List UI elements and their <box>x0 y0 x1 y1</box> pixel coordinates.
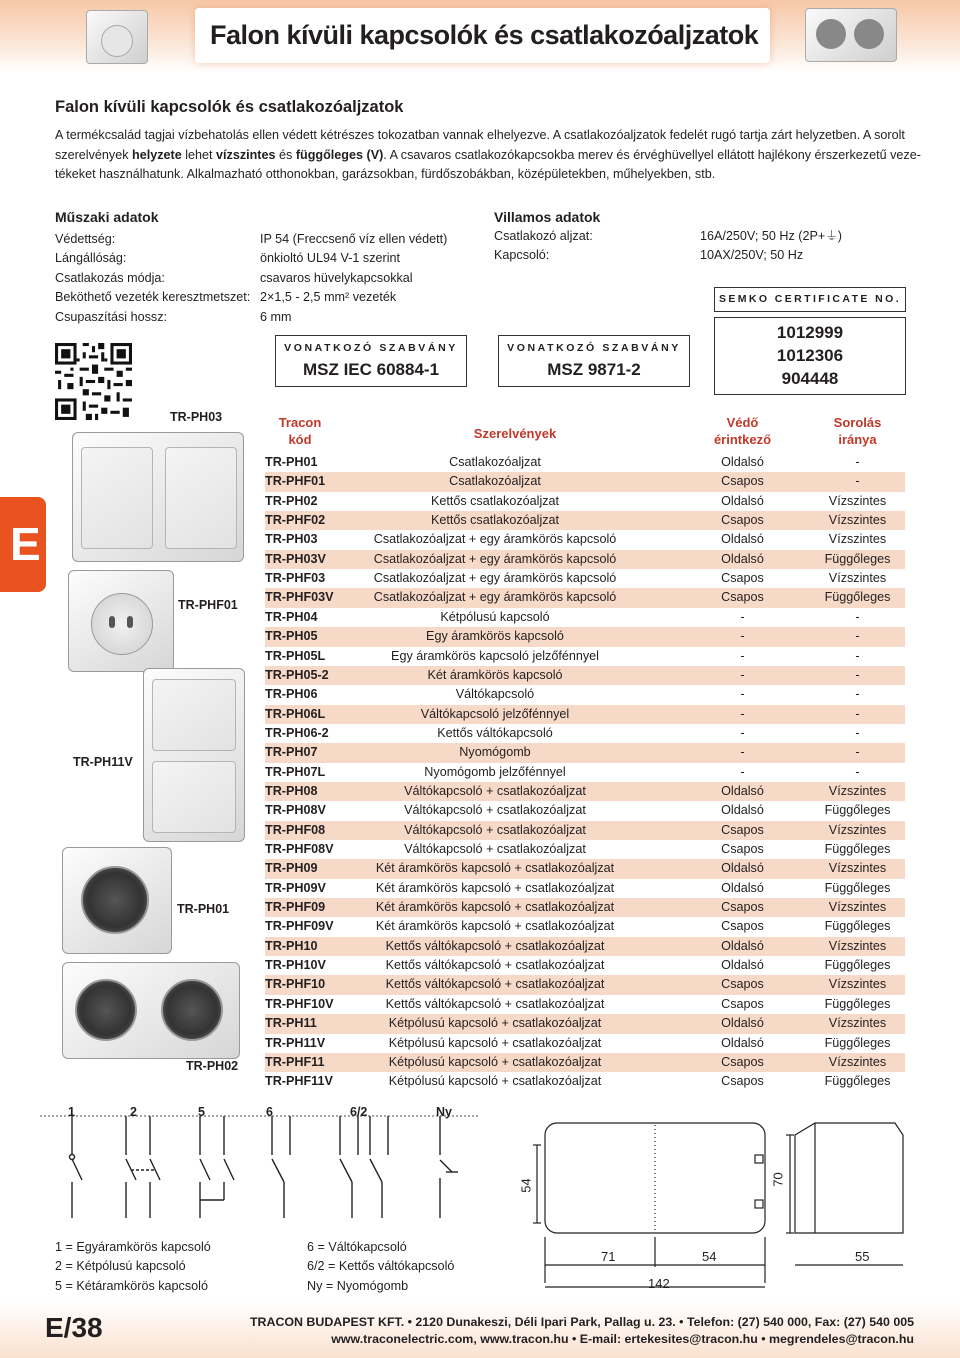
table-row <box>265 801 905 820</box>
cell-description: Váltókapcsoló + csatlakozóaljzat <box>404 783 586 798</box>
table-row <box>265 569 905 588</box>
dim-label: 71 <box>601 1249 616 1264</box>
standard-box-1 <box>275 335 467 387</box>
intro-bold-fuggoleges: függőleges (V) <box>295 147 384 162</box>
dim-label: 55 <box>855 1249 870 1264</box>
footer-company: TRACON BUDAPEST KFT. • 2120 Dunakeszi, Déli Ipari Park, Pallag u. 23. • Telefon: (27) 540 000, Fax: (27) 540 005 <box>249 1315 914 1329</box>
table-row <box>265 530 905 549</box>
tech-label: Beköthető vezeték keresztmetszet: <box>55 290 251 305</box>
table-row <box>265 627 905 646</box>
cell-description: Kettős váltókapcsoló + csatlakozóaljzat <box>385 958 605 973</box>
cell-description: Kettős csatlakozóaljzat <box>430 513 560 528</box>
cell-description: Nyomógomb <box>459 745 531 760</box>
cell-direction: Függőleges <box>824 958 891 973</box>
cell-direction: Függőleges <box>824 919 891 934</box>
footer-band <box>0 1302 960 1358</box>
table-row <box>265 821 905 840</box>
cell-contact: - <box>740 725 745 740</box>
cell-code: TR-PH06 <box>265 687 318 702</box>
schematic-label: 6 <box>266 1105 273 1119</box>
product-image-tr-ph02 <box>62 962 240 1059</box>
tech-label: Lángállóság: <box>55 251 127 266</box>
cell-contact: Oldalsó <box>721 551 764 566</box>
table-row <box>265 1072 905 1091</box>
cell-code: TR-PH03V <box>265 551 326 566</box>
table-row <box>265 917 905 936</box>
cell-contact: Oldalsó <box>721 1016 764 1031</box>
cell-code: TR-PHF09 <box>265 900 326 915</box>
intro-line-2c: és <box>279 147 293 162</box>
cell-code: TR-PHF01 <box>265 474 326 489</box>
table-row <box>265 782 905 801</box>
certificate-numbers-box <box>714 317 906 395</box>
schematic-label: 6/2 <box>350 1105 368 1119</box>
cell-code: TR-PHF09V <box>265 919 334 934</box>
cell-description: Kétpólusú kapcsoló + csatlakozóaljzat <box>388 1054 602 1069</box>
cell-direction: Függőleges <box>824 551 891 566</box>
header-vedo-erintkezo: Védő érintkező <box>713 415 772 447</box>
cell-code: TR-PH07 <box>265 745 318 760</box>
legend-right <box>307 1238 454 1296</box>
cell-contact: - <box>740 648 745 663</box>
product-image-tr-ph11v <box>143 668 245 842</box>
tech-labels <box>55 230 250 327</box>
table-row <box>265 975 905 994</box>
schematic-label: 1 <box>68 1105 75 1119</box>
cell-contact: - <box>740 609 745 624</box>
product-label: TR-PH11V <box>73 755 133 769</box>
cell-description: Váltókapcsoló + csatlakozóaljzat <box>404 842 586 856</box>
cell-direction: Függőleges <box>824 1074 891 1089</box>
cell-direction: Vízszintes <box>828 822 887 837</box>
cell-code: TR-PH11V <box>265 1035 326 1050</box>
cell-direction: - <box>855 725 860 740</box>
intro-line-3: tékeket használhatunk. Alkalmazható otthonokban, garázsokban, fürdőszobákban, középületekben, műhelyekben, stb. <box>55 167 716 181</box>
cell-code: TR-PHF03V <box>265 590 334 605</box>
cell-contact: Oldalsó <box>721 880 764 895</box>
cell-description: Egy áramkörös kapcsoló jelzőfénnyel <box>391 648 599 663</box>
cell-description: Egy áramkörös kapcsoló <box>426 629 564 644</box>
legend-left <box>55 1238 211 1296</box>
cell-direction: - <box>855 609 860 624</box>
legend-item: Ny = Nyomógomb <box>307 1278 409 1293</box>
cell-direction: Függőleges <box>824 590 891 605</box>
standard-title: VONATKOZÓ SZABVÁNY <box>284 342 458 354</box>
header-szerelvenyek: Szerelvények <box>473 426 557 441</box>
cell-contact: Csapos <box>721 919 764 934</box>
cell-description: Váltókapcsoló + csatlakozóaljzat <box>404 822 586 837</box>
schematic-label: 5 <box>198 1105 205 1119</box>
table-row <box>265 859 905 878</box>
cell-code: TR-PH07L <box>265 764 326 779</box>
table-row <box>265 763 905 782</box>
cell-description: Csatlakozóaljzat + egy áramkörös kapcsoló <box>373 551 617 566</box>
chapter-tab <box>0 497 46 592</box>
cell-code: TR-PH05-2 <box>265 667 329 682</box>
table-row <box>265 1014 905 1033</box>
cell-description: Kettős váltókapcsoló + csatlakozóaljzat <box>385 977 605 992</box>
table-row <box>265 956 905 975</box>
cell-contact: Csapos <box>721 474 764 489</box>
chapter-letter: E <box>10 518 41 570</box>
cell-direction: Vízszintes <box>828 513 887 528</box>
standard-box-2 <box>498 335 690 387</box>
tech-label: Csupaszítási hossz: <box>55 309 167 324</box>
table-row <box>265 666 905 685</box>
intro-bold-helyzete: helyzete <box>132 147 182 162</box>
cell-direction: Függőleges <box>824 880 891 895</box>
cell-code: TR-PH04 <box>265 609 318 624</box>
dimension-drawings <box>505 1105 915 1295</box>
cell-direction: Függőleges <box>824 1035 891 1050</box>
product-image-tr-phf01 <box>68 570 174 672</box>
dim-label: 54 <box>518 1178 534 1193</box>
table-row <box>265 511 905 530</box>
cell-description: Kétpólusú kapcsoló <box>440 609 550 624</box>
cell-code: TR-PHF08 <box>265 822 326 837</box>
header-product-image-right <box>805 8 897 62</box>
cell-code: TR-PH05L <box>265 648 326 663</box>
product-label: TR-PH01 <box>177 902 230 916</box>
cell-direction: Vízszintes <box>828 1016 887 1031</box>
table-row <box>265 1053 905 1072</box>
cell-description: Kettős váltókapcsoló + csatlakozóaljzat <box>385 938 605 953</box>
cell-contact: - <box>740 764 745 779</box>
cell-contact: Oldalsó <box>721 861 764 876</box>
cell-description: Csatlakozóaljzat + egy áramkörös kapcsoló <box>373 532 617 547</box>
cell-direction: Vízszintes <box>828 977 887 992</box>
tech-value: IP 54 (Freccsenő víz ellen védett) <box>260 232 448 246</box>
standard-value: MSZ 9871-2 <box>547 360 641 379</box>
dim-label: 142 <box>648 1276 670 1291</box>
cell-description: Kétpólusú kapcsoló + csatlakozóaljzat <box>388 1016 602 1031</box>
cell-code: TR-PH01 <box>265 455 318 469</box>
tech-value: csavaros hüvelykapcsokkal <box>260 270 413 285</box>
cell-contact: - <box>740 706 745 721</box>
tech-value: önkioltó UL94 V-1 szerint <box>260 251 401 266</box>
product-image-tr-ph01 <box>62 847 172 954</box>
cell-contact: Csapos <box>721 842 764 856</box>
cell-description: Kettős váltókapcsoló <box>437 725 553 740</box>
cell-code: TR-PH08 <box>265 783 318 798</box>
intro-line-2a: szerelvények <box>55 147 129 162</box>
cell-contact: Csapos <box>721 1054 764 1069</box>
cell-description: Nyomógomb jelzőfénnyel <box>424 764 566 779</box>
cell-direction: - <box>855 629 860 644</box>
cell-contact: Csapos <box>721 977 764 992</box>
cell-code: TR-PH08V <box>265 803 326 818</box>
cell-code: TR-PH06L <box>265 706 326 721</box>
cell-direction: - <box>855 745 860 760</box>
cell-code: TR-PH06-2 <box>265 725 329 740</box>
table-row <box>265 705 905 724</box>
tech-data-title: Műszaki adatok <box>55 209 159 225</box>
cell-code: TR-PHF10 <box>265 977 326 992</box>
cell-code: TR-PHF10V <box>265 996 334 1011</box>
table-row <box>265 492 905 511</box>
cell-code: TR-PH11 <box>265 1016 317 1031</box>
cell-direction: Vízszintes <box>828 900 887 915</box>
cell-contact: - <box>740 667 745 682</box>
table-row <box>265 898 905 917</box>
product-image-tr-ph03 <box>72 432 244 562</box>
cell-code: TR-PHF02 <box>265 513 326 528</box>
cell-description: Kétpólusú kapcsoló + csatlakozóaljzat <box>388 1035 602 1050</box>
electric-value: 10AX/250V; 50 Hz <box>700 248 804 263</box>
tech-label: Védettség: <box>55 232 116 246</box>
intro-line-2d: . A csavaros csatlakozókapcsokba merev és érvéghüvellyel ellátott hajlékony érszerkezetű veze- <box>383 147 921 162</box>
cell-contact: Csapos <box>721 1074 764 1089</box>
cell-description: Csatlakozóaljzat + egy áramkörös kapcsoló <box>373 590 617 605</box>
electric-value: 16A/250V; 50 Hz (2P+⏚) <box>700 229 842 243</box>
cell-direction: - <box>855 706 860 721</box>
electric-labels <box>494 227 593 266</box>
dim-label: 70 <box>770 1172 786 1187</box>
cell-direction: Vízszintes <box>828 532 887 547</box>
tech-value: 2×1,5 - 2,5 mm² vezeték <box>260 290 397 305</box>
header-tracon-kod: Tracon kód <box>278 415 322 447</box>
table-row <box>265 840 905 859</box>
table-row <box>265 879 905 898</box>
cell-description: Két áramkörös kapcsoló + csatlakozóaljzat <box>375 880 615 895</box>
intro-line-1: A termékcsalád tagjai vízbehatolás ellen védett kétrészes tokozatban vannak elhelyezve. A csatlakozóaljzatok fedelét rugó tartja zárt helyzetben. A sorolt <box>55 128 905 142</box>
cell-contact: Csapos <box>721 900 764 915</box>
section-title: Falon kívüli kapcsolók és csatlakozóaljzatok <box>55 98 404 116</box>
electric-label: Csatlakozó aljzat: <box>494 229 593 243</box>
cell-direction: Függőleges <box>824 842 891 856</box>
tech-value: 6 mm <box>260 309 292 324</box>
cell-direction: - <box>855 455 860 469</box>
certificate-title: SEMKO CERTIFICATE NO. <box>718 293 902 305</box>
cell-description: Két áramkörös kapcsoló + csatlakozóaljzat <box>375 919 615 934</box>
cell-code: TR-PH10V <box>265 958 326 973</box>
table-row <box>265 453 905 472</box>
product-label: TR-PHF01 <box>178 598 238 612</box>
cell-contact: Csapos <box>721 996 764 1011</box>
tech-label: Csatlakozás módja: <box>55 270 165 285</box>
table-row <box>265 1034 905 1053</box>
table-row <box>265 685 905 704</box>
cell-description: Két áramkörös kapcsoló + csatlakozóaljzat <box>375 900 615 915</box>
header-product-image-left <box>86 10 148 64</box>
cell-direction: Vízszintes <box>828 783 887 798</box>
cell-direction: - <box>855 474 860 489</box>
table-row <box>265 937 905 956</box>
cell-contact: - <box>740 687 745 702</box>
cell-direction: Vízszintes <box>828 938 887 953</box>
table-row <box>265 608 905 627</box>
footer-contacts: www.traconelectric.com, www.tracon.hu • E-mail: ertekesites@tracon.hu • megrendeles@tracon.hu <box>331 1332 914 1346</box>
cell-contact: Oldalsó <box>721 938 764 953</box>
cell-description: Kétpólusú kapcsoló + csatlakozóaljzat <box>388 1074 602 1089</box>
table-row <box>265 724 905 743</box>
legend-item: 5 = Kétáramkörös kapcsoló <box>55 1278 208 1293</box>
cell-code: TR-PH10 <box>265 938 318 953</box>
table-row <box>265 472 905 491</box>
standard-title: VONATKOZÓ SZABVÁNY <box>507 342 681 354</box>
cell-code: TR-PHF08V <box>265 842 334 856</box>
legend-item: 6/2 = Kettős váltókapcsoló <box>307 1259 455 1274</box>
cell-code: TR-PHF11V <box>265 1074 333 1089</box>
intro-paragraph <box>55 126 925 185</box>
cell-description: Váltókapcsoló jelzőfénnyel <box>420 706 570 721</box>
cell-contact: Csapos <box>721 513 764 528</box>
cell-description: Csatlakozóaljzat <box>449 474 541 489</box>
cell-direction: - <box>855 648 860 663</box>
cell-direction: - <box>855 764 860 779</box>
cell-code: TR-PH02 <box>265 493 318 508</box>
certificate-title-box <box>714 287 906 312</box>
page-number: E/38 <box>45 1312 103 1343</box>
cell-direction: Függőleges <box>824 996 891 1011</box>
cell-contact: Oldalsó <box>721 803 764 818</box>
switch-schematics <box>40 1100 480 1230</box>
table-row <box>265 995 905 1014</box>
intro-line-2b: lehet <box>185 147 213 162</box>
cell-description: Kettős csatlakozóaljzat <box>430 493 560 508</box>
intro-bold-vizszintes: vízszintes <box>216 147 276 162</box>
cell-direction: Függőleges <box>824 803 891 818</box>
certificate-number: 1012999 <box>776 323 844 342</box>
certificate-number: 1012306 <box>776 346 844 365</box>
certificate-number: 904448 <box>781 369 839 388</box>
cell-contact: Oldalsó <box>721 532 764 547</box>
cell-code: TR-PHF11 <box>265 1054 325 1069</box>
table-row <box>265 550 905 569</box>
product-label: TR-PH03 <box>170 410 223 424</box>
dim-label: 54 <box>702 1249 717 1264</box>
cell-contact: - <box>740 745 745 760</box>
legend-item: 6 = Váltókapcsoló <box>307 1240 407 1254</box>
cell-direction: Vízszintes <box>828 493 887 508</box>
cell-contact: Oldalsó <box>721 783 764 798</box>
cell-code: TR-PH05 <box>265 629 318 644</box>
cell-contact: Oldalsó <box>721 455 764 469</box>
cell-description: Csatlakozóaljzat + egy áramkörös kapcsoló <box>373 571 617 586</box>
cell-code: TR-PH03 <box>265 532 318 547</box>
product-label: TR-PH02 <box>186 1059 239 1073</box>
cell-description: Váltókapcsoló <box>455 687 535 702</box>
cell-direction: - <box>855 667 860 682</box>
cell-contact: Oldalsó <box>721 493 764 508</box>
cell-contact: Csapos <box>721 590 764 605</box>
cell-contact: Csapos <box>721 571 764 586</box>
cell-direction: - <box>855 687 860 702</box>
legend-item: 1 = Egyáramkörös kapcsoló <box>55 1240 211 1254</box>
page-header-title: Falon kívüli kapcsolók és csatlakozóaljzatok <box>210 20 759 50</box>
cell-contact: - <box>740 629 745 644</box>
tech-values <box>260 230 447 327</box>
legend-item: 2 = Kétpólusú kapcsoló <box>55 1259 186 1274</box>
electric-data-title: Villamos adatok <box>494 209 601 225</box>
cell-description: Csatlakozóaljzat <box>449 455 541 469</box>
cell-direction: Vízszintes <box>828 571 887 586</box>
header-sorolas-iranya: Sorolás iránya <box>833 415 882 447</box>
cell-code: TR-PH09 <box>265 861 318 876</box>
standard-value: MSZ IEC 60884-1 <box>302 360 440 379</box>
electric-label: Kapcsoló: <box>494 248 550 263</box>
qr-code <box>55 343 132 420</box>
cell-contact: Oldalsó <box>721 1035 764 1050</box>
electric-values <box>700 227 842 266</box>
cell-description: Váltókapcsoló + csatlakozóaljzat <box>404 803 586 818</box>
schematic-label: 2 <box>130 1105 137 1119</box>
schematic-label: Ny <box>436 1105 452 1119</box>
cell-description: Kettős váltókapcsoló + csatlakozóaljzat <box>385 996 605 1011</box>
table-row <box>265 588 905 607</box>
cell-direction: Vízszintes <box>828 861 887 876</box>
table-row <box>265 647 905 666</box>
cell-description: Két áramkörös kapcsoló + csatlakozóaljzat <box>375 861 615 876</box>
cell-contact: Csapos <box>721 822 764 837</box>
cell-direction: Vízszintes <box>828 1054 887 1069</box>
cell-description: Két áramkörös kapcsoló <box>427 667 563 682</box>
cell-code: TR-PHF03 <box>265 571 326 586</box>
table-row <box>265 743 905 762</box>
cell-code: TR-PH09V <box>265 880 326 895</box>
cell-contact: Oldalsó <box>721 958 764 973</box>
